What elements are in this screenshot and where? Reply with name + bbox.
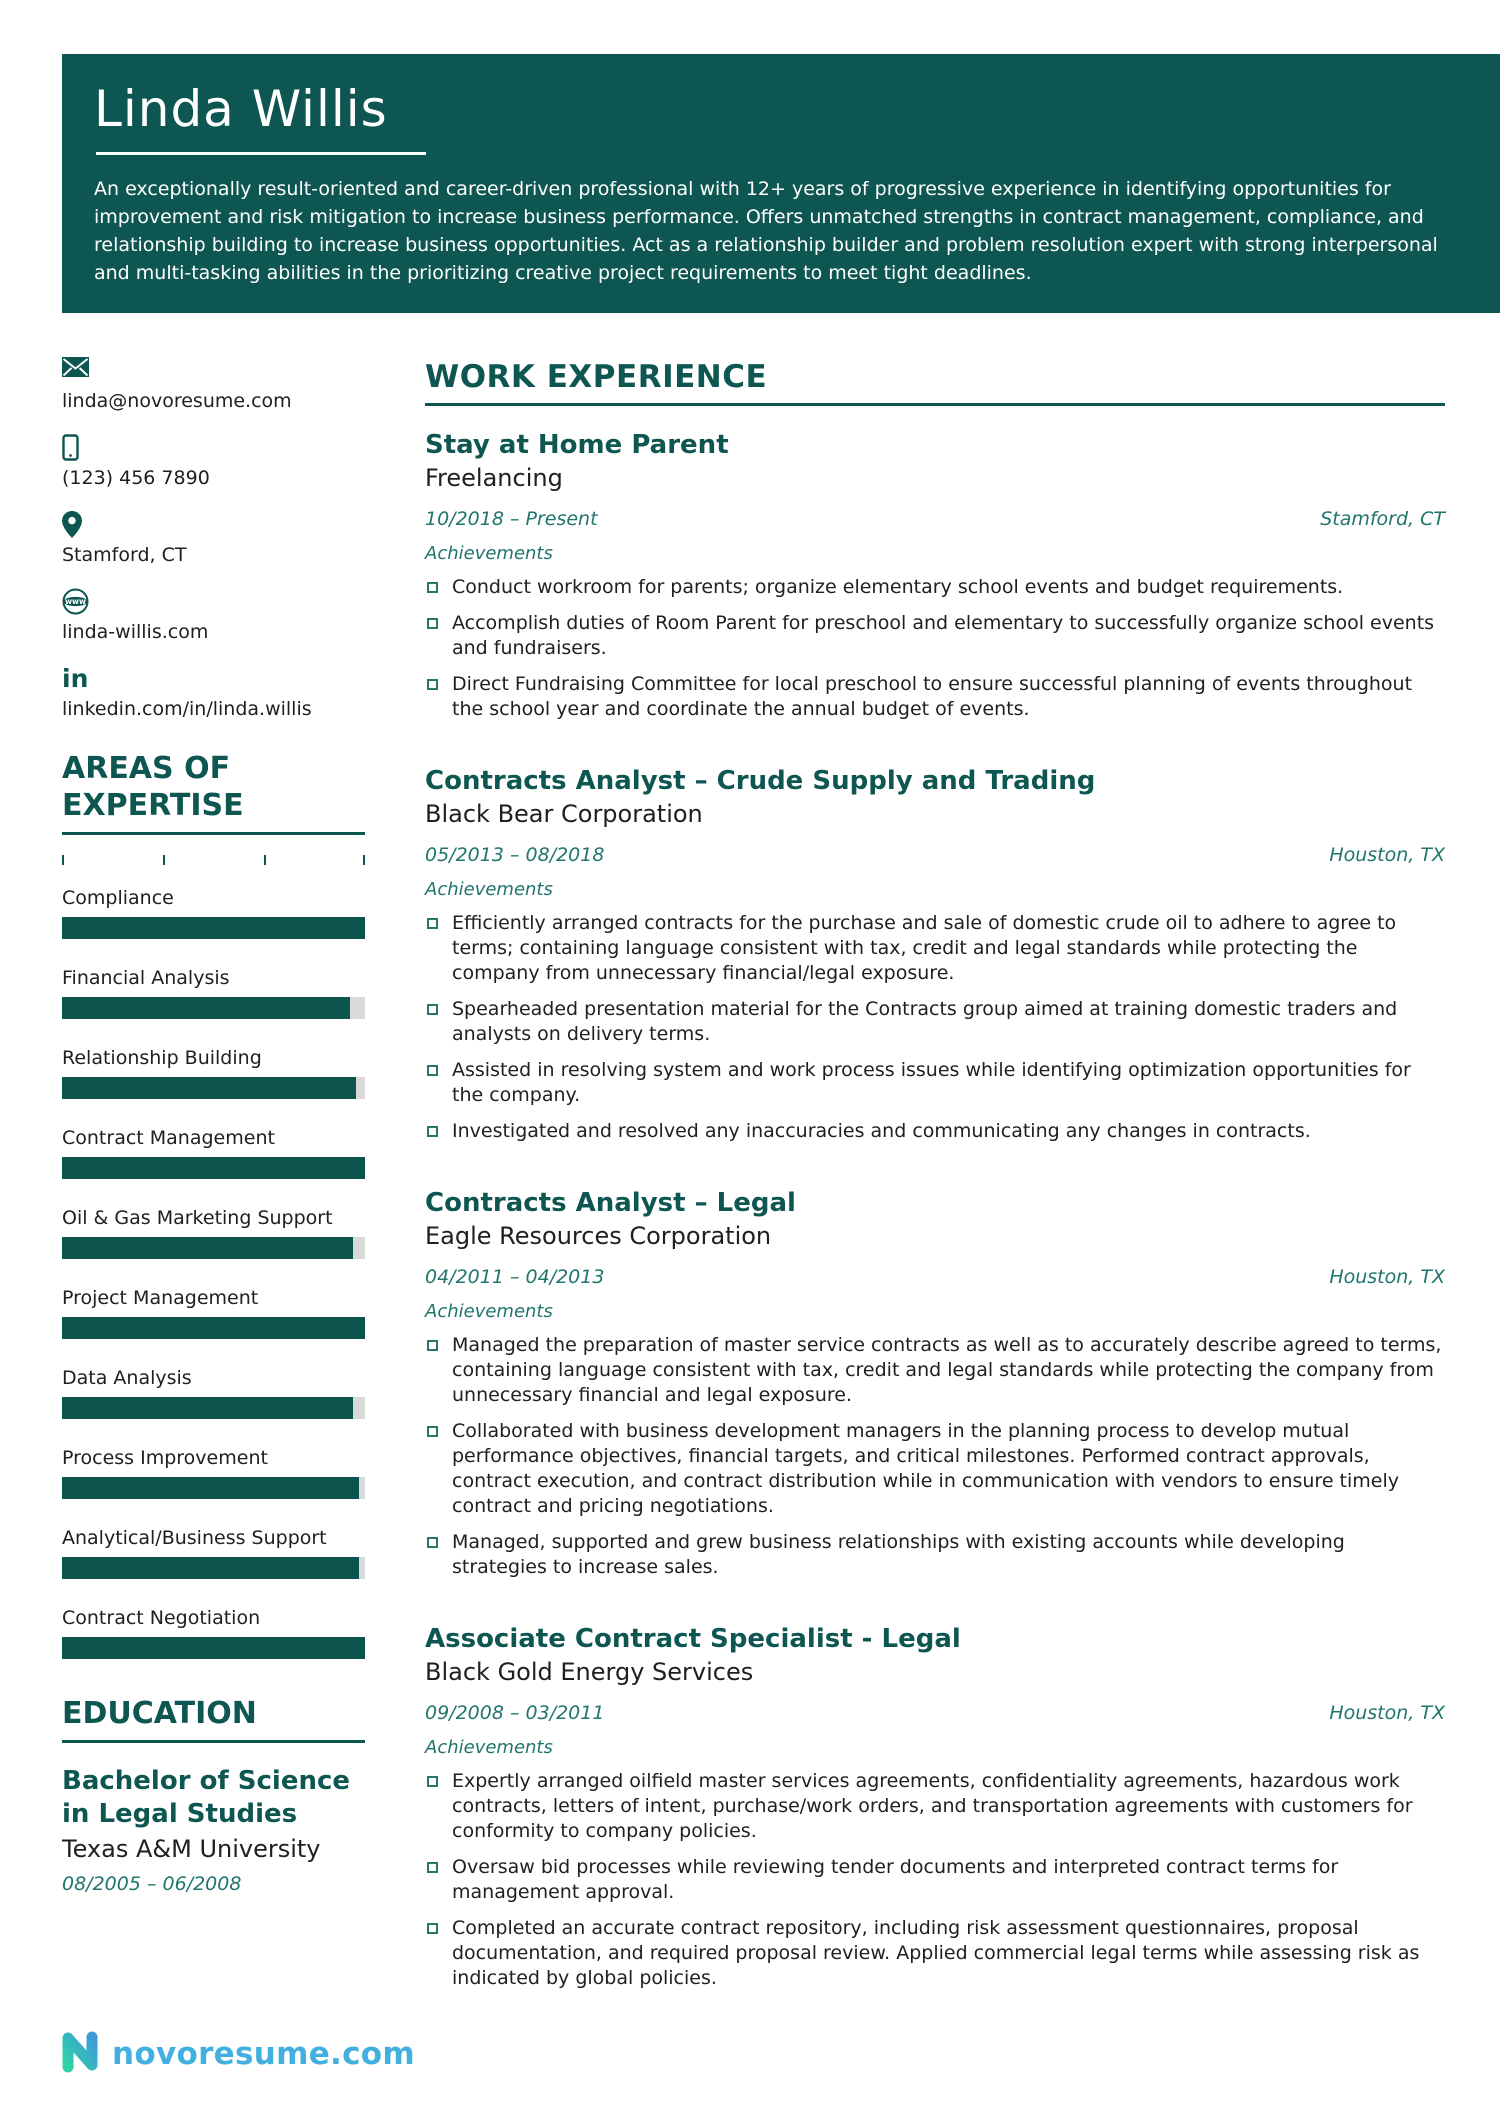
job-location: Houston, TX: [1329, 1702, 1445, 1724]
achievement-item: Managed, supported and grew business relationships with existing accounts while developing strategies to increase sales.: [425, 1530, 1445, 1580]
contact-linkedin[interactable]: [62, 665, 365, 720]
footer: [60, 2030, 415, 2078]
contact-phone-label: (123) 456 7890: [62, 467, 210, 489]
education-title: EDUCATION: [62, 1695, 365, 1743]
svg-text:www: www: [65, 597, 86, 607]
skill-bar: [62, 997, 365, 1019]
content-columns: [0, 357, 1500, 1991]
achievement-item: Completed an accurate contract repository, including risk assessment questionnaires, proposal documentation, and required proposal review. Applied commercial legal terms while assessing risk as indicated by global policies.: [425, 1916, 1445, 1991]
job-meta: [425, 1266, 1445, 1288]
job-company: Freelancing: [425, 464, 563, 492]
job-location: Stamford, CT: [1320, 508, 1445, 530]
contact-location[interactable]: [62, 511, 365, 566]
skill-item: [62, 1207, 365, 1259]
job-entry: [425, 1624, 1445, 1991]
email-icon: [62, 357, 365, 384]
location-icon: [62, 511, 365, 538]
skill-bar: [62, 1237, 365, 1259]
contact-linkedin-label: linkedin.com/in/linda.willis: [62, 698, 312, 720]
achievements-list: [425, 575, 1445, 722]
skill-bar: [62, 1317, 365, 1339]
novoresume-brand-link[interactable]: novoresume.com: [112, 2036, 415, 2072]
skill-item: [62, 1527, 365, 1579]
header-banner: [62, 54, 1500, 313]
achievements-list: [425, 911, 1445, 1144]
job-title: Contracts Analyst – Legal: [425, 1188, 796, 1218]
skill-bar: [62, 1077, 365, 1099]
skill-bar: [62, 1157, 365, 1179]
contact-location-label: Stamford, CT: [62, 544, 187, 566]
skill-label: Contract Negotiation: [62, 1607, 261, 1629]
education-school: Texas A&M University: [62, 1835, 321, 1863]
job-dates: 05/2013 – 08/2018: [425, 844, 605, 866]
expertise-section: [62, 750, 365, 1659]
education-degree: Bachelor of Science in Legal Studies: [62, 1766, 351, 1829]
skill-label: Process Improvement: [62, 1447, 268, 1469]
job-title: Contracts Analyst – Crude Supply and Trading: [425, 766, 1096, 796]
achievement-item: Oversaw bid processes while reviewing tender documents and interpreted contract terms for management approval.: [425, 1855, 1445, 1905]
skill-label: Compliance: [62, 887, 174, 909]
skill-bar: [62, 1477, 365, 1499]
achievement-item: Investigated and resolved any inaccuracies and communicating any changes in contracts.: [425, 1119, 1445, 1144]
job-company: Black Bear Corporation: [425, 800, 703, 828]
job-meta: [425, 844, 1445, 866]
achievement-item: Spearheaded presentation material for the Contracts group aimed at training domestic traders and analysts on delivery terms.: [425, 997, 1445, 1047]
skill-item: [62, 887, 365, 939]
contact-email[interactable]: [62, 357, 365, 412]
contact-website[interactable]: [62, 588, 365, 643]
skill-label: Analytical/Business Support: [62, 1527, 327, 1549]
website-icon: [62, 588, 365, 615]
achievement-item: Assisted in resolving system and work process issues while identifying optimization opportunities for the company.: [425, 1058, 1445, 1108]
skill-item: [62, 1367, 365, 1419]
linkedin-icon: in: [62, 664, 89, 693]
achievement-item: Conduct workroom for parents; organize elementary school events and budget requirements.: [425, 575, 1445, 600]
skill-bar: [62, 1397, 365, 1419]
achievement-item: Collaborated with business development managers in the planning process to develop mutual performance objectives, financial targets, and critical milestones. Performed contract approvals, contract execution, and contract distribution while in communication with vendors to ensure timely contract and pricing negotiations.: [425, 1419, 1445, 1519]
contact-website-label: linda-willis.com: [62, 621, 209, 643]
job-meta: [425, 1702, 1445, 1724]
scale-tick: [62, 855, 64, 865]
achievement-item: Managed the preparation of master service contracts as well as to accurately describe agreed to terms, containing language consistent with tax, credit and legal standards while protecting the company from unnecessary financial and legal exposure.: [425, 1333, 1445, 1408]
sidebar: [62, 357, 365, 1991]
skill-bar: [62, 917, 365, 939]
skill-label: Data Analysis: [62, 1367, 192, 1389]
summary-text: An exceptionally result-oriented and career-driven professional with 12+ years of progressive experience in identifying opportunities for improvement and risk mitigation to increase business performance. Offers unmatched strengths in contract management, compliance, and relationship building to increase business opportunities. Act as a relationship builder and problem resolution expert with strong interpersonal and multi-tasking abilities in the prioritizing creative project requirements to meet tight deadlines.: [94, 178, 1438, 284]
achievements-label: Achievements: [425, 543, 553, 564]
phone-icon: [62, 434, 365, 461]
skill-label: Oil & Gas Marketing Support: [62, 1207, 333, 1229]
work-experience-title: WORK EXPERIENCE: [425, 357, 1445, 406]
achievement-item: Direct Fundraising Committee for local preschool to ensure successful planning of events throughout the school year and coordinate the annual budget of events.: [425, 672, 1445, 722]
job-location: Houston, TX: [1329, 844, 1445, 866]
name-underline: [96, 152, 426, 155]
scale-tick: [264, 855, 266, 865]
job-meta: [425, 508, 1445, 530]
education-section: [62, 1695, 365, 1895]
job-dates: 09/2008 – 03/2011: [425, 1702, 605, 1724]
achievements-label: Achievements: [425, 1737, 553, 1758]
contact-email-label: linda@novoresume.com: [62, 390, 292, 412]
skills-list: [62, 887, 365, 1659]
scale-tick: [363, 855, 365, 865]
skill-item: [62, 1607, 365, 1659]
skill-item: [62, 1287, 365, 1339]
achievements-list: [425, 1769, 1445, 1991]
job-title: Stay at Home Parent: [425, 430, 729, 460]
skill-item: [62, 1127, 365, 1179]
achievement-item: Accomplish duties of Room Parent for preschool and elementary to successfully organize school events and fundraisers.: [425, 611, 1445, 661]
job-dates: 10/2018 – Present: [425, 508, 598, 530]
skill-label: Project Management: [62, 1287, 259, 1309]
job-company: Black Gold Energy Services: [425, 1658, 754, 1686]
skill-label: Contract Management: [62, 1127, 275, 1149]
job-company: Eagle Resources Corporation: [425, 1222, 772, 1250]
job-entry: [425, 430, 1445, 722]
achievement-item: Expertly arranged oilfield master services agreements, confidentiality agreements, hazardous work contracts, letters of intent, purchase/work orders, and transportation agreements with customers for conformity to company policies.: [425, 1769, 1445, 1844]
job-title: Associate Contract Specialist - Legal: [425, 1624, 961, 1654]
education-dates: 08/2005 – 06/2008: [62, 1873, 242, 1895]
work-experience-section: [425, 357, 1445, 1991]
skill-item: [62, 1047, 365, 1099]
achievements-label: Achievements: [425, 879, 553, 900]
job-location: Houston, TX: [1329, 1266, 1445, 1288]
skill-item: [62, 967, 365, 1019]
expertise-title: AREAS OF EXPERTISE: [62, 750, 365, 835]
achievements-label: Achievements: [425, 1301, 553, 1322]
achievements-list: [425, 1333, 1445, 1580]
job-entry: [425, 1188, 1445, 1580]
scale-tick: [163, 855, 165, 865]
person-name: Linda Willis: [94, 80, 388, 138]
skill-bar: [62, 1557, 365, 1579]
skill-label: Financial Analysis: [62, 967, 230, 989]
achievement-item: Efficiently arranged contracts for the purchase and sale of domestic crude oil to adhere to agree to terms; containing language consistent with tax, credit and legal standards while protecting the company from unnecessary financial/legal exposure.: [425, 911, 1445, 986]
contact-phone[interactable]: [62, 434, 365, 489]
skill-label: Relationship Building: [62, 1047, 262, 1069]
novoresume-logo-icon: [60, 2030, 102, 2078]
job-dates: 04/2011 – 04/2013: [425, 1266, 605, 1288]
skill-bar: [62, 1637, 365, 1659]
contact-section: [62, 357, 365, 720]
skill-item: [62, 1447, 365, 1499]
job-entry: [425, 766, 1445, 1144]
skill-scale-ticks: [62, 855, 365, 865]
